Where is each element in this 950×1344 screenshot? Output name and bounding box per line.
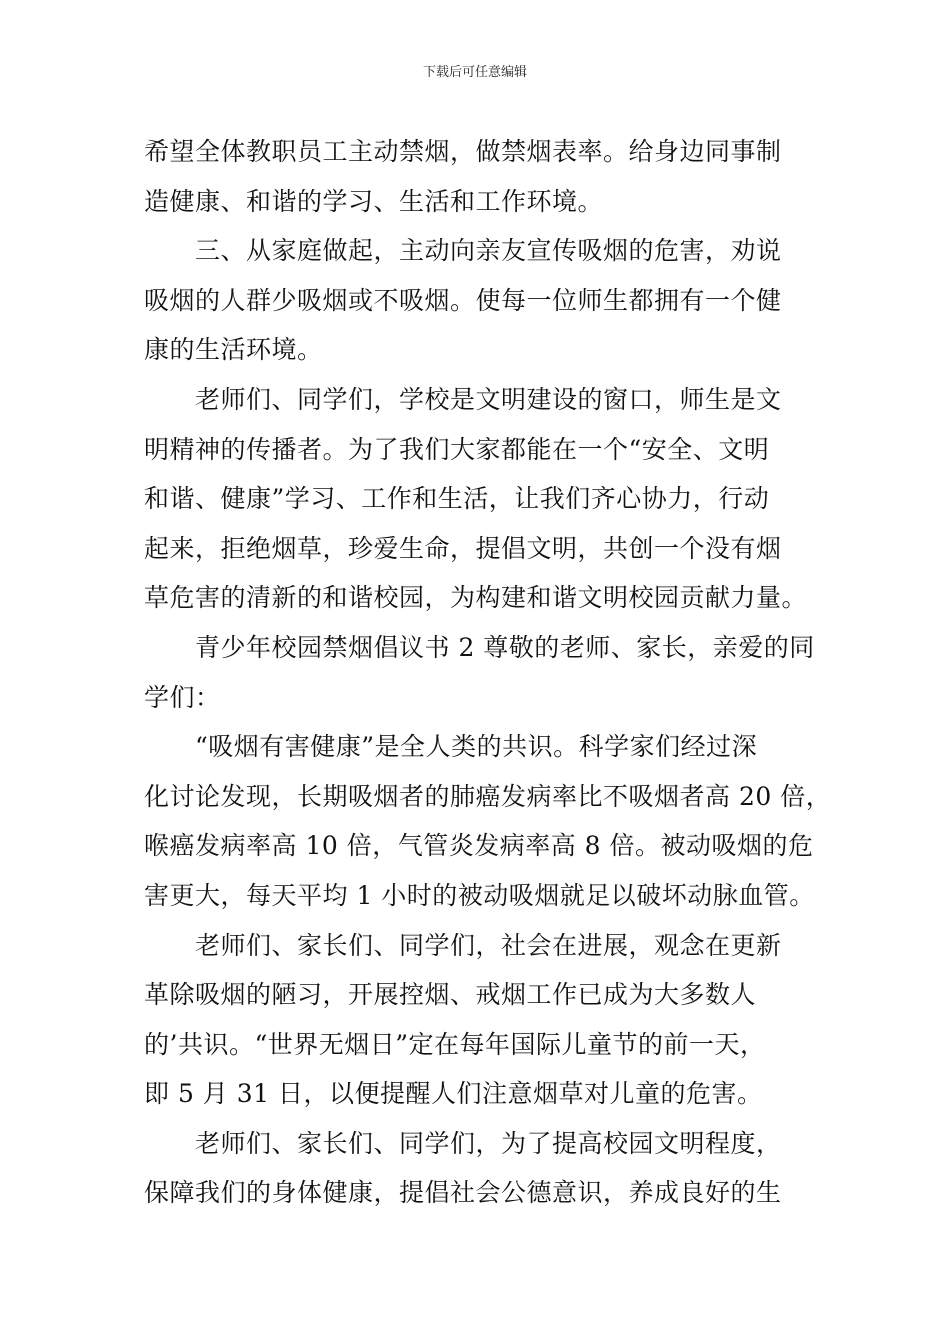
text-line: 起来，拒绝烟草，珍爱生命，提倡文明，共创一个没有烟 <box>144 533 782 563</box>
text-line: 希望全体教职员工主动禁烟，做禁烟表率。给身边同事制 <box>144 137 782 166</box>
text-line: 的’共识。“世界无烟日”定在每年国际儿童节的前一天， <box>144 1029 766 1059</box>
text-line: “吸烟有害健康”是全人类的共识。科学家们经过深 <box>144 732 758 762</box>
text-line: 革除吸烟的陋习，开展控烟、戒烟工作已成为大多数人 <box>144 980 757 1010</box>
text-line: 明精神的传播者。为了我们大家都能在一个“安全、文明 <box>144 434 770 464</box>
text-line: 青少年校园禁烟倡议书 2 尊敬的老师、家长，亲爱的同 <box>144 632 815 662</box>
text-line: 老师们、家长们、同学们，社会在进展，观念在更新 <box>144 930 782 960</box>
text-line: 康的生活环境。 <box>144 335 323 365</box>
text-line: 学们： <box>144 682 221 712</box>
text-line: 造健康、和谐的学习、生活和工作环境。 <box>144 186 604 216</box>
text-line: 即 5 月 31 日，以便提醒人们注意烟草对儿童的危害。 <box>144 1079 763 1109</box>
text-line: 害更大，每天平均 1 小时的被动吸烟就足以破坏动脉血管。 <box>144 880 815 910</box>
text-line: 化讨论发现，长期吸烟者的肺癌发病率比不吸烟者高 20 倍， <box>144 781 832 811</box>
text-line: 草危害的清新的和谐校园，为构建和谐文明校园贡献力量。 <box>144 583 808 613</box>
text-line: 吸烟的人群少吸烟或不吸烟。使每一位师生都拥有一个健 <box>144 285 782 315</box>
text-line: 保障我们的身体健康，提倡社会公德意识，养成良好的生 <box>144 1178 782 1208</box>
document-body <box>144 127 832 1218</box>
text-line: 老师们、家长们、同学们，为了提高校园文明程度， <box>144 1128 782 1158</box>
text-line: 和谐、健康”学习、工作和生活，让我们齐心协力，行动 <box>144 484 770 514</box>
text-line: 喉癌发病率高 10 倍，气管炎发病率高 8 倍。被动吸烟的危 <box>144 831 814 861</box>
text-line: 老师们、同学们，学校是文明建设的窗口，师生是文 <box>144 384 782 414</box>
page-header: 下载后可任意编辑 <box>422 65 527 80</box>
text-line: 三、从家庭做起，主动向亲友宣传吸烟的危害，劝说 <box>144 236 782 266</box>
